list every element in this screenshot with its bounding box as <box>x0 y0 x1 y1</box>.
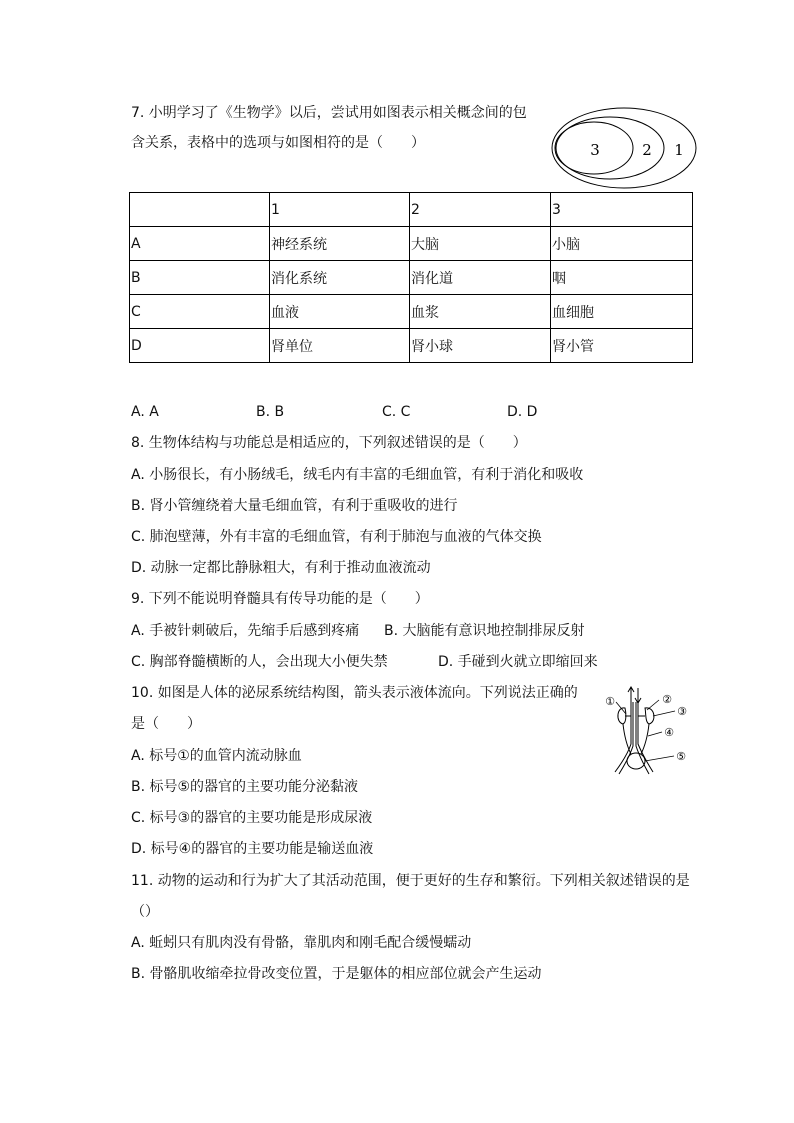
q8-option-a[interactable]: A. 小肠很长，有小肠绒毛，绒毛内有丰富的毛细血管，有利于消化和吸收 <box>131 467 584 483</box>
q9-option-a[interactable]: A. 手被针刺破后，先缩手后感到疼痛 <box>131 623 360 639</box>
q8-option-d[interactable]: D. 动脉一定都比静脉粗大，有利于推动血液流动 <box>131 560 431 576</box>
table-cell: C <box>130 295 270 329</box>
table-cell: 大脑 <box>410 227 551 261</box>
q10-stem-line2: 是（ ） <box>131 716 201 732</box>
table-cell: 血液 <box>270 295 410 329</box>
diagram-label-4: ④ <box>664 726 674 739</box>
table-row <box>130 261 693 295</box>
table-cell: 消化系统 <box>270 261 410 295</box>
q10-option-d[interactable]: D. 标号④的器官的主要功能是输送血液 <box>131 841 374 857</box>
table-header-cell: 2 <box>410 193 551 227</box>
diagram-label-2: ② <box>662 693 672 706</box>
q8-option-b[interactable]: B. 肾小管缠绕着大量毛细血管，有利于重吸收的进行 <box>131 498 458 514</box>
table-row <box>130 329 693 363</box>
table-row <box>130 295 693 329</box>
urinary-system-diagram <box>601 686 693 778</box>
table-cell: 血细胞 <box>551 295 693 329</box>
q7-venn-diagram <box>550 106 700 190</box>
q11-option-b[interactable]: B. 骨骼肌收缩牵拉骨改变位置，于是躯体的相应部位就会产生运动 <box>131 966 542 982</box>
q9-option-c[interactable]: C. 胸部脊髓横断的人，会出现大小便失禁 <box>131 654 388 670</box>
q10-stem-line1: 10. 如图是人体的泌尿系统结构图，箭头表示液体流向。下列说法正确的 <box>131 685 578 701</box>
q11-option-a[interactable]: A. 蚯蚓只有肌肉没有骨骼，靠肌肉和刚毛配合缓慢蠕动 <box>131 935 472 951</box>
table-header-cell: 1 <box>270 193 410 227</box>
table-header-cell <box>130 193 270 227</box>
table-cell: 肾小球 <box>410 329 551 363</box>
q7-option-a[interactable]: A. A <box>131 404 159 420</box>
table-header-cell: 3 <box>551 193 693 227</box>
q7-option-b[interactable]: B. B <box>256 404 285 420</box>
q9-option-b[interactable]: B. 大脑能有意识地控制排尿反射 <box>384 623 585 639</box>
q7-table <box>129 192 693 363</box>
diagram-label-1: ① <box>605 695 615 708</box>
q11-stem-line1: 11. 动物的运动和行为扩大了其活动范围，便于更好的生存和繁衍。下列相关叙述错误的是 <box>131 873 690 889</box>
venn-label-2: 2 <box>642 141 652 159</box>
table-cell: 肾小管 <box>551 329 693 363</box>
q7-option-c[interactable]: C. C <box>382 404 411 420</box>
table-cell: 消化道 <box>410 261 551 295</box>
table-cell: 神经系统 <box>270 227 410 261</box>
venn-label-1: 1 <box>674 141 684 159</box>
diagram-label-3: ③ <box>677 705 687 718</box>
q10-option-c[interactable]: C. 标号③的器官的主要功能是形成尿液 <box>131 810 373 826</box>
q9-stem: 9. 下列不能说明脊髓具有传导功能的是（ ） <box>131 591 429 607</box>
table-cell: D <box>130 329 270 363</box>
diagram-label-5: ⑤ <box>676 750 686 763</box>
q10-option-a[interactable]: A. 标号①的血管内流动脉血 <box>131 748 302 764</box>
q7-stem-line1: 7. 小明学习了《生物学》以后，尝试用如图表示相关概念间的包 <box>131 105 527 121</box>
q8-option-c[interactable]: C. 肺泡壁薄，外有丰富的毛细血管，有利于肺泡与血液的气体交换 <box>131 529 542 545</box>
venn-label-3: 3 <box>590 141 600 159</box>
table-cell: 肾单位 <box>270 329 410 363</box>
q9-option-d[interactable]: D. 手碰到火就立即缩回来 <box>438 654 598 670</box>
q11-stem-line2: （） <box>131 904 159 920</box>
q7-option-d[interactable]: D. D <box>507 404 538 420</box>
table-header-row <box>130 193 693 227</box>
table-cell: A <box>130 227 270 261</box>
table-cell: 血浆 <box>410 295 551 329</box>
table-cell: 咽 <box>551 261 693 295</box>
table-cell: 小脑 <box>551 227 693 261</box>
table-cell: B <box>130 261 270 295</box>
q10-option-b[interactable]: B. 标号⑤的器官的主要功能分泌黏液 <box>131 779 359 795</box>
table-row <box>130 227 693 261</box>
q7-stem-line2: 含关系，表格中的选项与如图相符的是（ ） <box>131 135 425 151</box>
q8-stem: 8. 生物体结构与功能总是相适应的，下列叙述错误的是（ ） <box>131 435 527 451</box>
